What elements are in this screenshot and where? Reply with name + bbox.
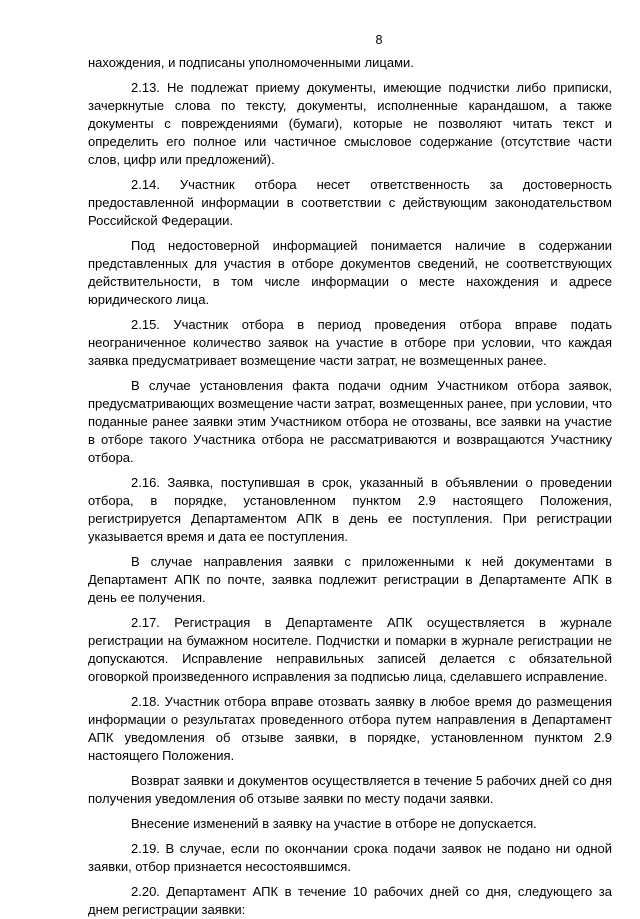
paragraph-no-changes: Внесение изменений в заявку на участие в отборе не допускается.: [131, 816, 537, 831]
paragraph-continuation: нахождения, и подписаны уполномоченными лицами.: [88, 55, 414, 70]
paragraph-return-of-application: Возврат заявки и документов осуществляется в течение 5 рабочих дней со дня получения уведомления об отзыве заявки по месту подачи заявки.: [88, 773, 612, 806]
paragraph-2-19: 2.19. В случае, если по окончании срока подачи заявок не подано ни одной заявки, отбор признается несостоявшимся.: [88, 841, 612, 874]
paragraph-false-information: Под недостоверной информацией понимается наличие в содержании представленных для участия в отборе документов сведений, не соответствующих действительности, в том числе информации о месте нахождения и адресе юридического лица.: [88, 238, 612, 307]
paragraph-2-17: 2.17. Регистрация в Департаменте АПК осуществляется в журнале регистрации на бумажном носителе. Подчистки и помарки в журнале регистрации не допускаются. Исправление неправильных записей делается с обязательной оговоркой произведенного исправления за подписью лица, сделавшего исправление.: [88, 615, 612, 684]
paragraph-2-14: 2.14. Участник отбора несет ответственность за достоверность предоставленной информации в соответствии с действующим законодательством Российской Федерации.: [88, 177, 612, 228]
paragraph-2-20: 2.20. Департамент АПК в течение 10 рабочих дней со дня, следующего за днем регистрации заявки:: [88, 884, 612, 917]
paragraph-2-18: 2.18. Участник отбора вправе отозвать заявку в любое время до размещения информации о результатах проведенного отбора путем направления в Департамент АПК уведомления об отзыве заявки, в порядке, установленном пунктом 2.9 настоящего Положения.: [88, 694, 612, 763]
paragraph-2-15: 2.15. Участник отбора в период проведения отбора вправе подать неограниченное количество заявок на участие в отборе при условии, что каждая заявка предусматривает возмещение части затрат, не возмещенных ранее.: [88, 317, 612, 368]
paragraph-2-16: 2.16. Заявка, поступившая в срок, указанный в объявлении о проведении отбора, в порядке, установленном пунктом 2.9 настоящего Положения, регистрируется Департаментом АПК в день ее поступления. При регистрации указывается время и дата ее поступления.: [88, 475, 612, 544]
paragraph-2-13: 2.13. Не подлежат приему документы, имеющие подчистки либо приписки, зачеркнутые слова по тексту, документы, исполненные карандашом, а также документы с повреждениями (бумаги), которые не позволяют читать текст и определить его полное или частичное смысловое содержание (отсутствие части слов, цифр или предложений).: [88, 80, 612, 167]
paragraph-duplicate-applications: В случае установления факта подачи одним Участником отбора заявок, предусматривающих возмещение части затрат, возмещенных ранее, при условии, что поданные ранее заявки этим Участником отбора не отозваны, все заявки на участие в отборе такого Участника отбора не рассматриваются и возвращаются Участнику отбора.: [88, 378, 612, 465]
page-number: 8: [375, 33, 383, 47]
paragraph-postal-applications: В случае направления заявки с приложенными к ней документами в Департамент АПК по почте, заявка подлежит регистрации в Департаменте АПК в день ее получения.: [88, 554, 612, 605]
